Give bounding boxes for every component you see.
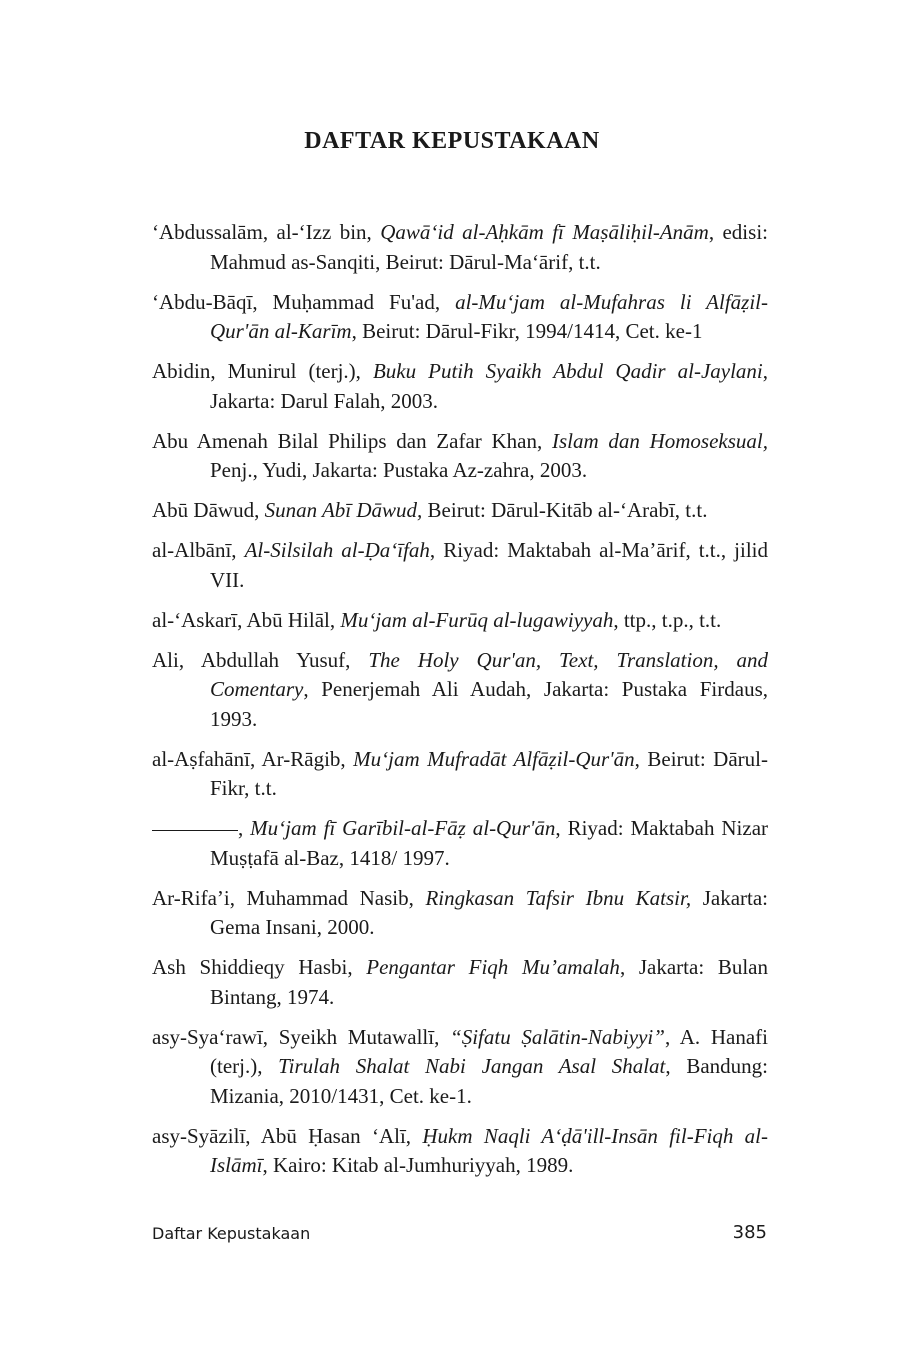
- bibliography-entry: [152, 1122, 768, 1181]
- entry-author: ‘Abdu-Bāqī, Muḥammad Fu'ad,: [152, 289, 456, 314]
- bibliography-entry: [152, 814, 768, 873]
- bibliography-entry: [152, 953, 768, 1012]
- entry-publication: , edisi: Mahmud as-Sanqiti, Beirut: Dārul-Ma‘ārif, t.t.: [210, 220, 768, 274]
- entry-publication: , Kairo: Kitab al-Jumhuriyyah, 1989.: [262, 1153, 574, 1177]
- repeated-author-dash: [152, 830, 238, 831]
- entry-author: asy-Syāzilī, Abū Ḥasan ‘Alī,: [152, 1123, 423, 1148]
- entry-author: Ash Shiddieqy Hasbi,: [152, 955, 367, 979]
- entry-title: Ringkasan Tafsir Ibnu Katsir,: [425, 885, 692, 910]
- entry-title: al-Mu‘jam al-Mufahras li Alfāẓil-Qur'ān al-Karīm: [210, 289, 768, 343]
- entry-publication: Beirut: Dārul-Kitāb al-‘Arabī, t.t.: [422, 498, 708, 522]
- entry-title: Sunan Abī Dāwud,: [264, 498, 423, 522]
- bibliography-list: [152, 218, 768, 1191]
- bibliography-entry: [152, 288, 768, 347]
- entry-title: Al-Silsilah al-Ḍa‘īfah: [244, 538, 430, 562]
- bibliography-entry: [152, 745, 768, 804]
- entry-author: Abidin, Munirul (terj.),: [152, 359, 373, 383]
- entry-translator: , A. Hanafi (terj.),: [210, 1024, 768, 1078]
- footer-running-title: Daftar Kepustakaan: [152, 1224, 311, 1243]
- entry-publication: , Beirut: Dārul-Fikr, t.t.: [210, 746, 768, 800]
- entry-publication: , Penerjemah Ali Audah, Jakarta: Pustaka Firdaus, 1993.: [210, 677, 768, 731]
- entry-publication: , Riyad: Maktabah Nizar Muṣṭafā al-Baz, 1418/ 1997.: [210, 816, 769, 870]
- page-number: 385: [732, 1222, 767, 1243]
- entry-author: asy-Sya‘rawī, Syeikh Mutawallī,: [152, 1024, 451, 1049]
- entry-title: “Ṣifatu Ṣalātin-Nabiyyi”: [450, 1024, 665, 1049]
- bibliography-entry: [152, 496, 768, 526]
- entry-author: ‘Abdussalām, al-‘Izz bin,: [152, 220, 381, 244]
- bibliography-entry: [152, 427, 768, 486]
- bibliography-entry: [152, 606, 768, 636]
- entry-title: Mu‘jam fī Garībil-al-Fāẓ al-Qur'ān: [250, 816, 556, 840]
- entry-publication: Jakarta: Gema Insani, 2000.: [210, 885, 768, 939]
- bibliography-entry: [152, 1023, 768, 1112]
- entry-publication: , Jakarta: Darul Falah, 2003.: [210, 359, 769, 413]
- entry-author: ,: [238, 816, 251, 840]
- entry-title: The Holy Qur'an, Text, Translation, and Comentary: [210, 647, 769, 701]
- entry-author: Abu Amenah Bilal Philips dan Zafar Khan,: [152, 428, 552, 453]
- entry-title: Islam dan Homoseksual,: [551, 428, 768, 453]
- bibliography-entry: [152, 218, 768, 277]
- entry-title-translation: Tirulah Shalat Nabi Jangan Asal Shalat: [278, 1054, 666, 1078]
- entry-publication: , Riyad: Maktabah al-Ma’ārif, t.t., jilid VII.: [210, 538, 768, 592]
- entry-title: Pengantar Fiqh Mu’amalah: [366, 955, 620, 979]
- entry-publication: , Beirut: Dārul-Fikr, 1994/1414, Cet. ke-1: [351, 319, 703, 343]
- entry-publication: Penj., Yudi, Jakarta: Pustaka Az-zahra, 2003.: [210, 458, 588, 482]
- bibliography-entry: [152, 357, 768, 416]
- bibliography-entry: [152, 646, 768, 735]
- entry-publication: , Bandung: Mizania, 2010/1431, Cet. ke-1.: [210, 1054, 768, 1108]
- entry-title: Mu‘jam al-Furūq al-lugawiyyah: [340, 607, 614, 632]
- bibliography-entry: [152, 884, 768, 943]
- entry-author: Ali, Abdullah Yusuf,: [152, 647, 369, 672]
- entry-publication: , ttp., t.p., t.t.: [613, 607, 722, 632]
- entry-publication: , Jakarta: Bulan Bintang, 1974.: [210, 955, 768, 1009]
- entry-author: Abū Dāwud,: [152, 498, 265, 522]
- entry-author: al-Aṣfahānī, Ar-Rāgib,: [152, 746, 354, 771]
- entry-title: Mu‘jam Mufradāt Alfāẓil-Qur'ān: [353, 746, 635, 771]
- entry-title: Buku Putih Syaikh Abdul Qadir al-Jaylani: [372, 359, 763, 383]
- bibliography-entry: [152, 536, 768, 595]
- entry-author: al-‘Askarī, Abū Hilāl,: [152, 607, 341, 632]
- entry-title: Qawā‘id al-Aḥkām fī Maṣāliḥil-Anām: [380, 220, 709, 244]
- entry-author: Ar-Rifa’i, Muhammad Nasib,: [152, 885, 426, 910]
- entry-author: al-Albānī,: [152, 538, 245, 562]
- page-title: DAFTAR KEPUSTAKAAN: [304, 128, 600, 155]
- entry-title: Ḥukm Naqli A‘ḍā'ill-Insān fil-Fiqh al-Islāmī: [210, 1123, 768, 1177]
